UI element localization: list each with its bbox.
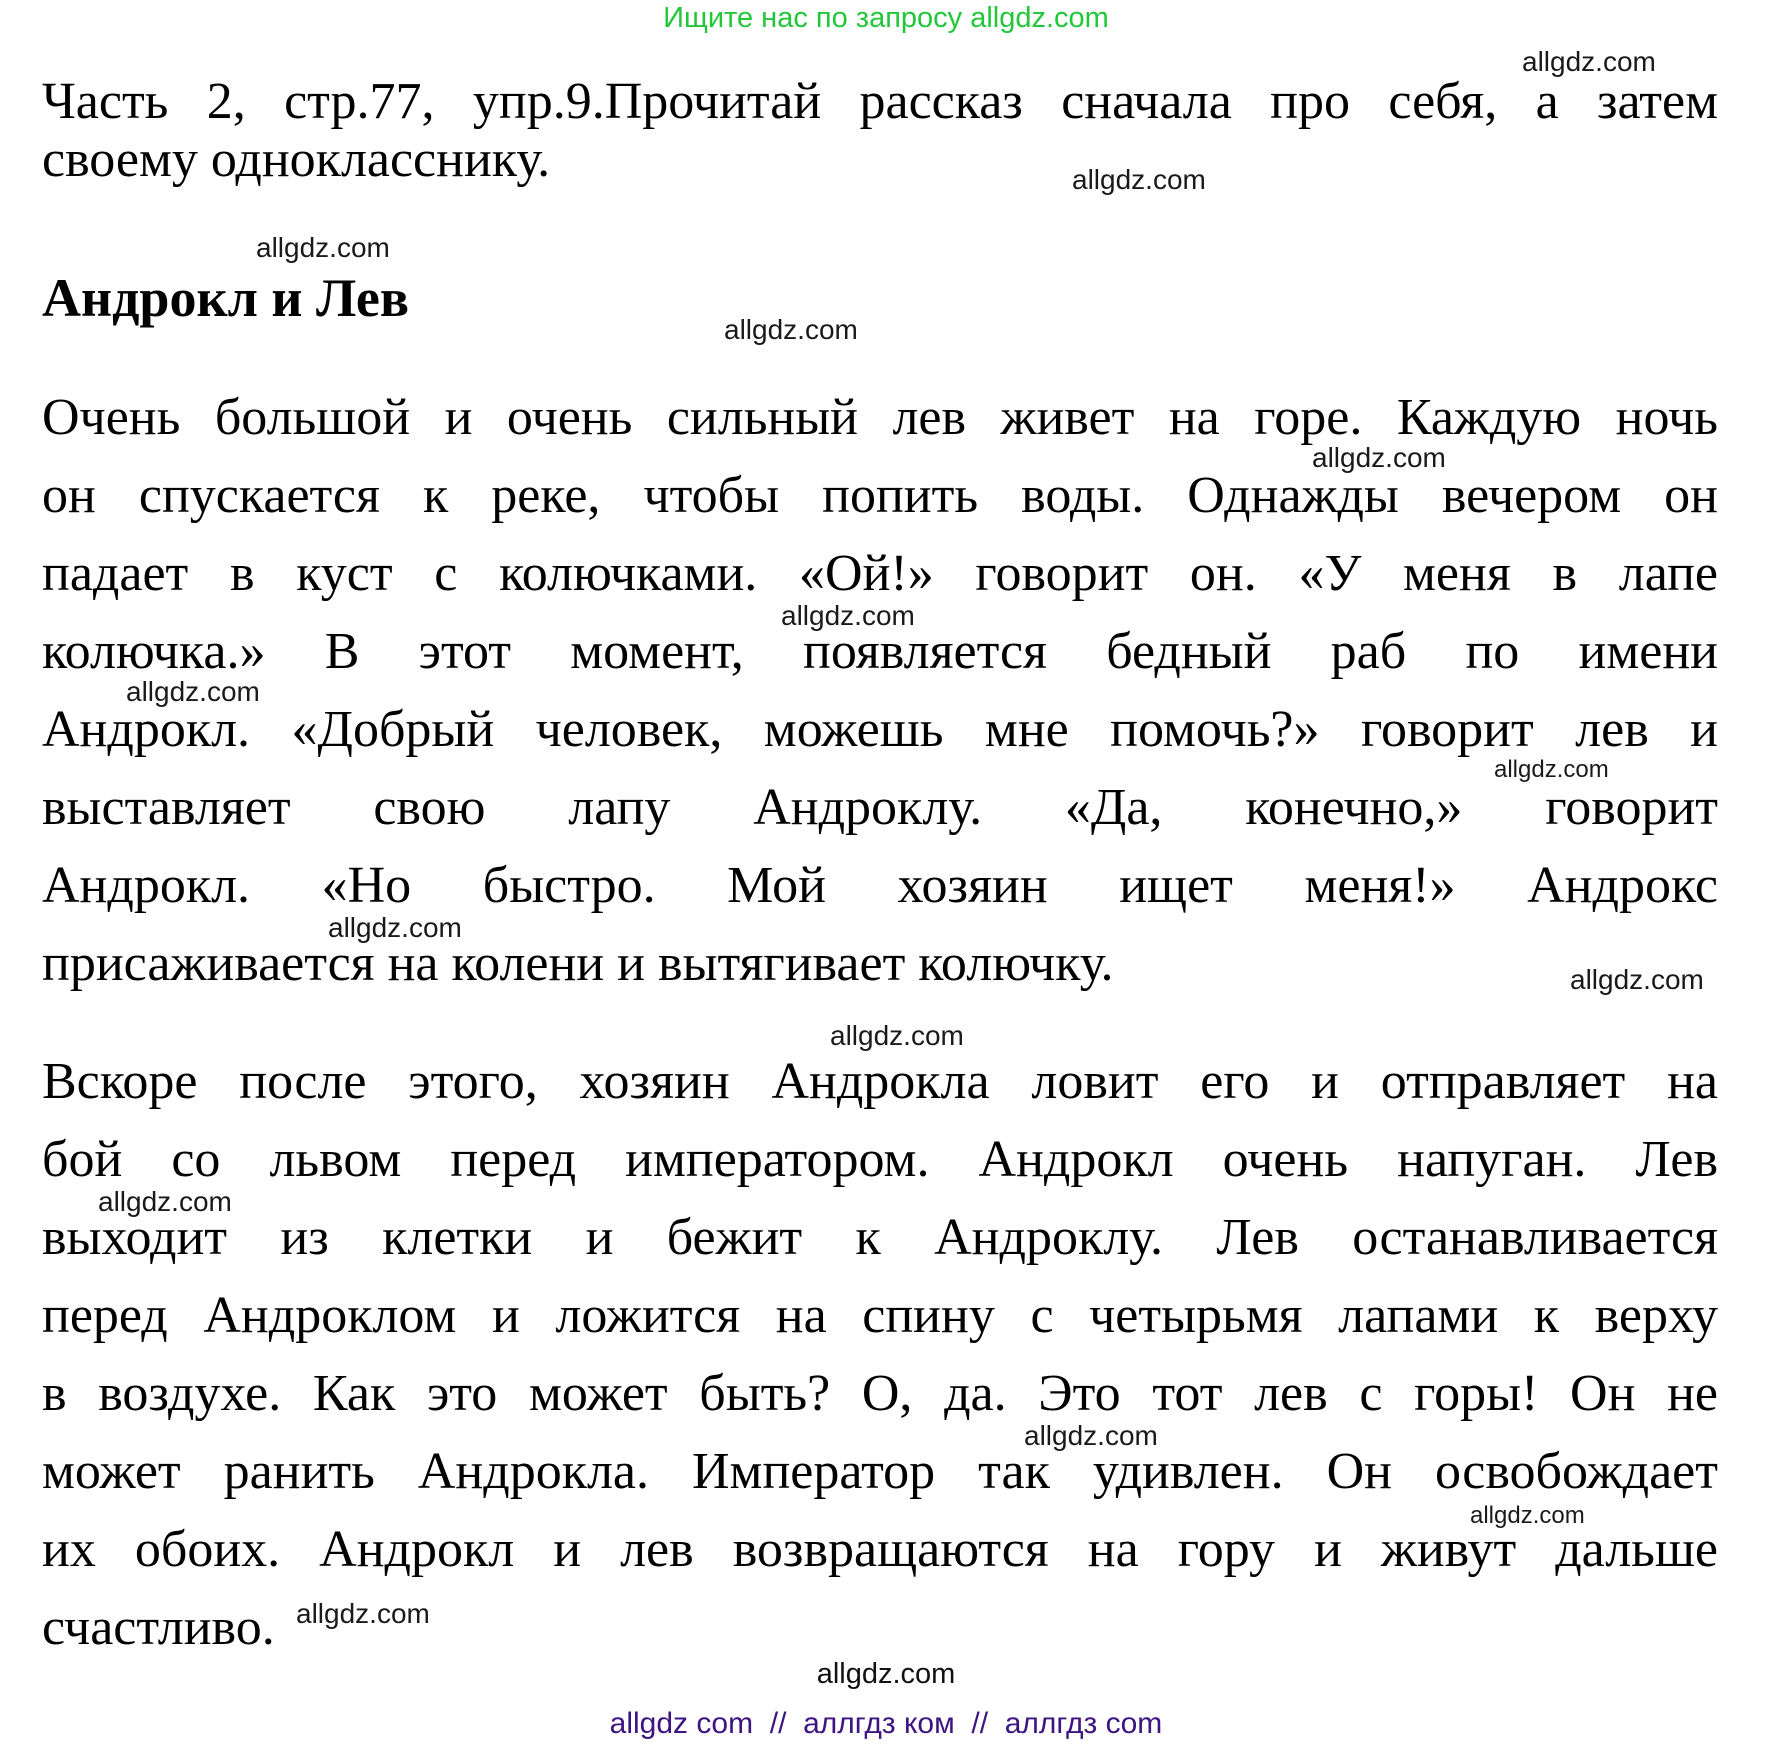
watermark: allgdz.com <box>1494 756 1609 783</box>
paragraph-line: он спускается к реке, чтобы попить воды. Однажды вечером он <box>42 467 1718 524</box>
watermark: allgdz.com <box>256 232 390 263</box>
search-banner: Ищите нас по запросу allgdz.com <box>663 2 1109 34</box>
watermark: allgdz.com <box>1570 964 1704 995</box>
paragraph-line: перед Андроклом и ложится на спину с четырьмя лапами к верху <box>42 1287 1718 1344</box>
watermark: allgdz.com <box>724 314 858 345</box>
task-instruction-line-1: Часть 2, стр.77, упр.9.Прочитай рассказ сначала про себя, а затем <box>42 73 1718 130</box>
paragraph-line: Андрокл. «Добрый человек, можешь мне помочь?» говорит лев и <box>42 701 1718 758</box>
paragraph-line: Очень большой и очень сильный лев живет на горе. Каждую ночь <box>42 389 1718 446</box>
paragraph-line: Вскоре после этого, хозяин Андрокла ловит его и отправляет на <box>42 1053 1718 1110</box>
watermark: allgdz.com <box>1522 46 1656 77</box>
story-title: Андрокл и Лев <box>42 268 409 328</box>
footer-site-links[interactable]: allgdz com // аллгдз ком // аллгдз com <box>609 1707 1163 1740</box>
paragraph-line: в воздухе. Как это может быть? О, да. Это тот лев с горы! Он не <box>42 1365 1718 1422</box>
watermark: allgdz.com <box>830 1020 964 1051</box>
paragraph-line: колючка.» В этот момент, появляется бедный раб по имени <box>42 623 1718 680</box>
paragraph-line: может ранить Андрокла. Император так удивлен. Он освобождает <box>42 1443 1718 1500</box>
footer-watermark: allgdz.com <box>816 1658 956 1690</box>
watermark: allgdz.com <box>1072 164 1206 195</box>
paragraph-line: выходит из клетки и бежит к Андроклу. Лев останавливается <box>42 1209 1718 1266</box>
watermark: allgdz.com <box>296 1598 430 1629</box>
watermark: allgdz.com <box>98 1186 232 1217</box>
watermark: allgdz.com <box>1024 1420 1158 1451</box>
paragraph-line: выставляет свою лапу Андроклу. «Да, конечно,» говорит <box>42 779 1718 836</box>
paragraph-line: счастливо. <box>42 1599 275 1656</box>
task-instruction-line-2: своему однокласснику. <box>42 131 551 188</box>
watermark: allgdz.com <box>1470 1502 1585 1529</box>
paragraph-line: падает в куст с колючками. «Ой!» говорит он. «У меня в лапе <box>42 545 1718 602</box>
watermark: allgdz.com <box>126 676 260 707</box>
paragraph-line: их обоих. Андрокл и лев возвращаются на гору и живут дальше <box>42 1521 1718 1578</box>
paragraph-line: бой со львом перед императором. Андрокл очень напуган. Лев <box>42 1131 1718 1188</box>
watermark: allgdz.com <box>328 912 462 943</box>
watermark: allgdz.com <box>781 600 915 631</box>
watermark: allgdz.com <box>1312 442 1446 473</box>
paragraph-line: присаживается на колени и вытягивает колючку. <box>42 935 1114 992</box>
paragraph-line: Андрокл. «Но быстро. Мой хозяин ищет меня!» Андрокс <box>42 857 1718 914</box>
